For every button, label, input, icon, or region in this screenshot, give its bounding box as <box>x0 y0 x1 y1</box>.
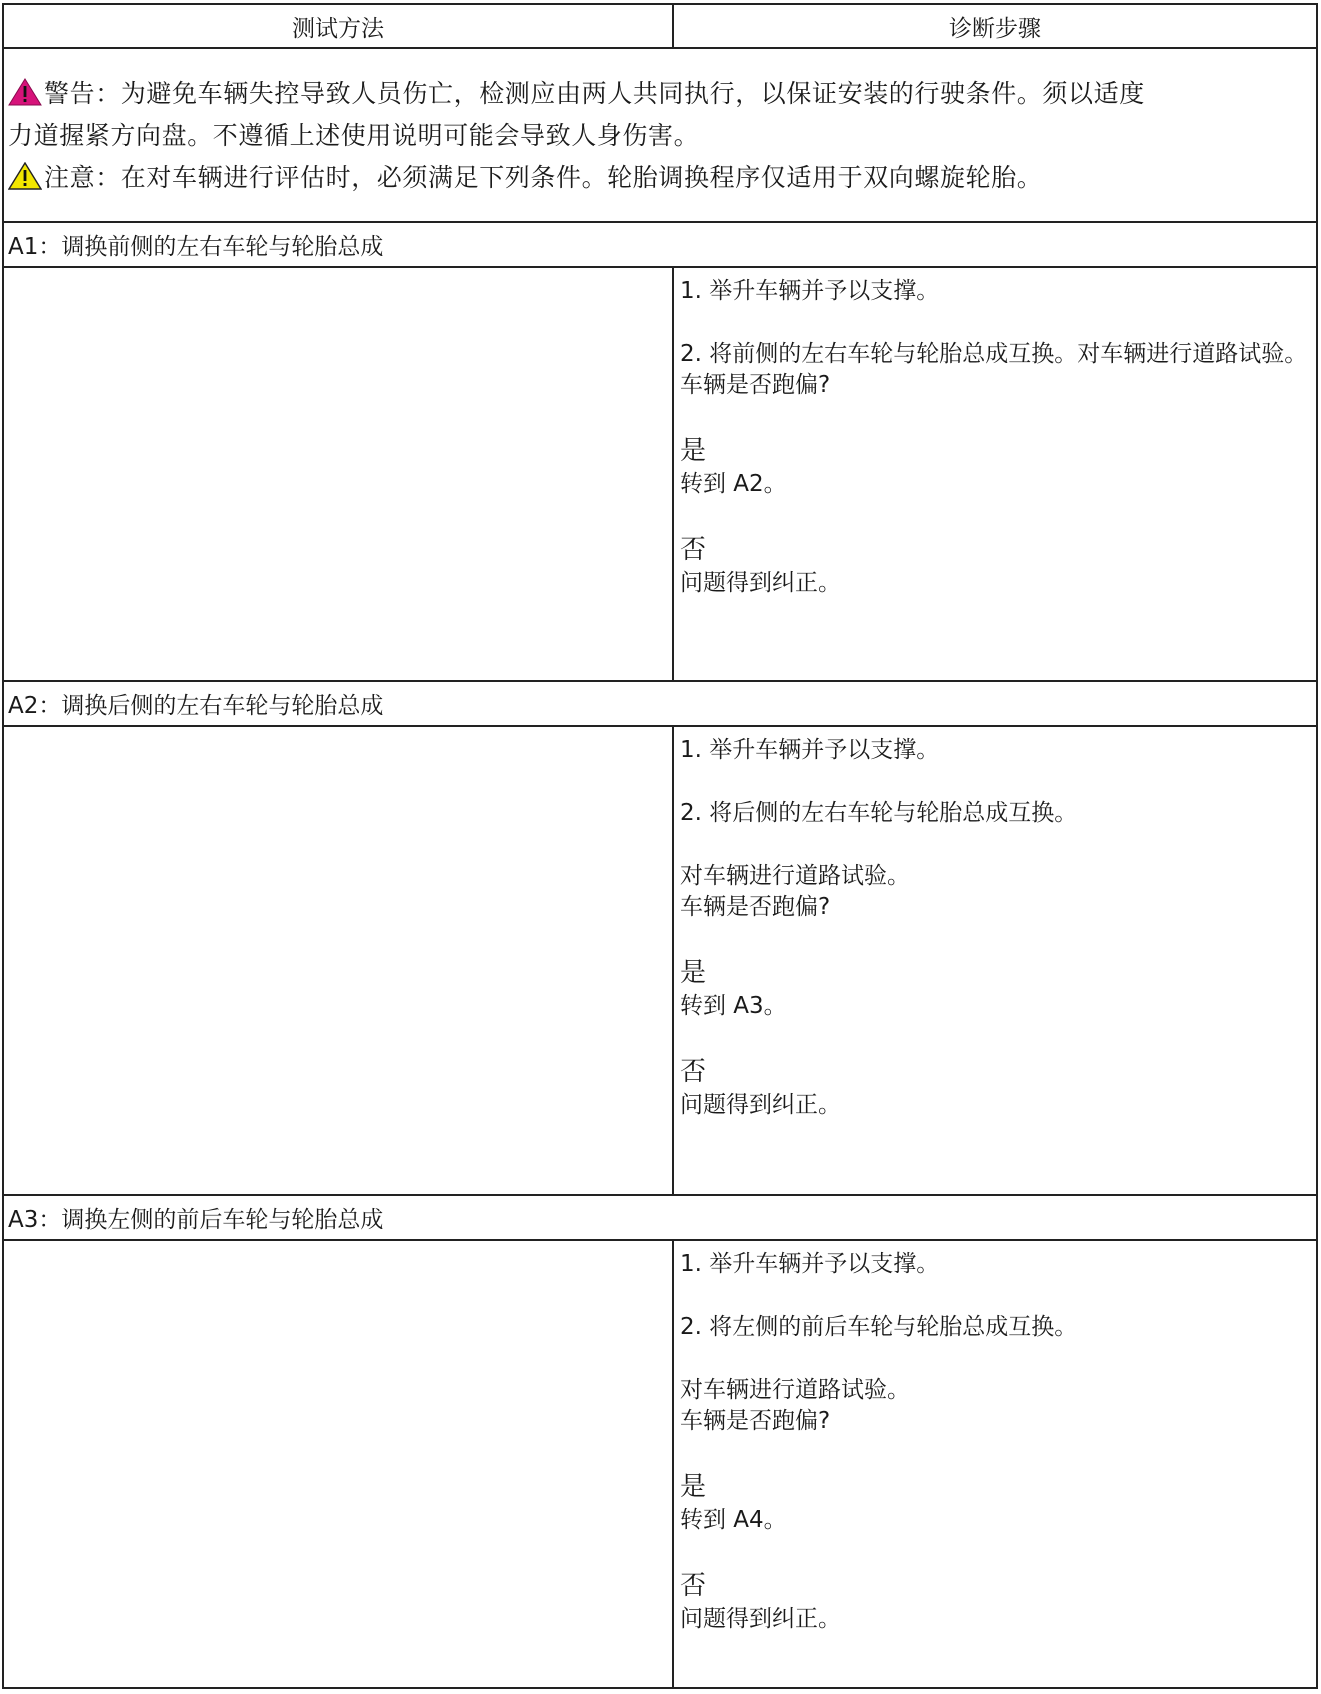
diagnostic-table <box>2 3 1318 1689</box>
answer-no: 否 <box>680 1571 707 1601</box>
test-method-cell <box>4 268 672 680</box>
answer-yes: 是 <box>680 436 707 466</box>
step-question: 车辆是否跑偏? <box>680 372 831 398</box>
test-method-cell <box>4 1241 672 1687</box>
section-steps-a3 <box>4 1241 1316 1687</box>
step-1: 1. 举升车辆并予以支撑。 <box>680 1251 940 1277</box>
header-diagnostic-steps: 诊断步骤 <box>949 15 1041 42</box>
answer-no: 否 <box>680 535 707 565</box>
warning-line <box>8 73 1310 115</box>
step-3: 对车辆进行道路试验。 <box>680 1377 910 1403</box>
diagnostic-steps-cell <box>676 268 1316 680</box>
section-title-a1: A1：调换前侧的左右车轮与轮胎总成 <box>4 223 1316 268</box>
answer-yes: 是 <box>680 1472 707 1502</box>
caution-text: 注意：在对车辆进行评估时，必须满足下列条件。轮胎调换程序仅适用于双向螺旋轮胎。 <box>44 163 1043 192</box>
step-3: 对车辆进行道路试验。 <box>680 863 910 889</box>
section-steps-a1 <box>4 268 1316 682</box>
answer-no-action: 问题得到纠正。 <box>680 1092 841 1118</box>
header-test-method: 测试方法 <box>292 15 384 42</box>
step-2: 2. 将前侧的左右车轮与轮胎总成互换。对车辆进行道路试验。 <box>680 341 1308 367</box>
step-1: 1. 举升车辆并予以支撑。 <box>680 737 940 763</box>
diagnostic-steps-cell <box>676 727 1316 1194</box>
warning-triangle-icon <box>8 78 42 106</box>
caution-triangle-icon <box>8 162 42 190</box>
table-header <box>4 5 1316 49</box>
answer-no: 否 <box>680 1057 707 1087</box>
warning-text-1: 警告：为避免车辆失控导致人员伤亡，检测应由两人共同执行，以保证安装的行驶条件。须以适度 <box>44 79 1145 108</box>
answer-yes-action: 转到 A3。 <box>680 993 787 1019</box>
step-question: 车辆是否跑偏? <box>680 1408 831 1434</box>
step-question: 车辆是否跑偏? <box>680 894 831 920</box>
answer-yes-action: 转到 A4。 <box>680 1507 787 1533</box>
answer-no-action: 问题得到纠正。 <box>680 1606 841 1632</box>
section-title-a2: A2：调换后侧的左右车轮与轮胎总成 <box>4 682 1316 727</box>
test-method-cell <box>4 727 672 1194</box>
step-2: 2. 将后侧的左右车轮与轮胎总成互换。 <box>680 800 1078 826</box>
diagnostic-steps-cell <box>676 1241 1316 1687</box>
caution-line <box>8 157 1310 199</box>
step-2: 2. 将左侧的前后车轮与轮胎总成互换。 <box>680 1314 1078 1340</box>
warning-text-2: 力道握紧方向盘。不遵循上述使用说明可能会导致人身伤害。 <box>8 121 700 150</box>
answer-yes-action: 转到 A2。 <box>680 471 787 497</box>
section-steps-a2 <box>4 727 1316 1196</box>
step-1: 1. 举升车辆并予以支撑。 <box>680 278 940 304</box>
section-title-a3: A3：调换左侧的前后车轮与轮胎总成 <box>4 1196 1316 1241</box>
answer-no-action: 问题得到纠正。 <box>680 570 841 596</box>
safety-notice <box>4 49 1316 223</box>
answer-yes: 是 <box>680 958 707 988</box>
